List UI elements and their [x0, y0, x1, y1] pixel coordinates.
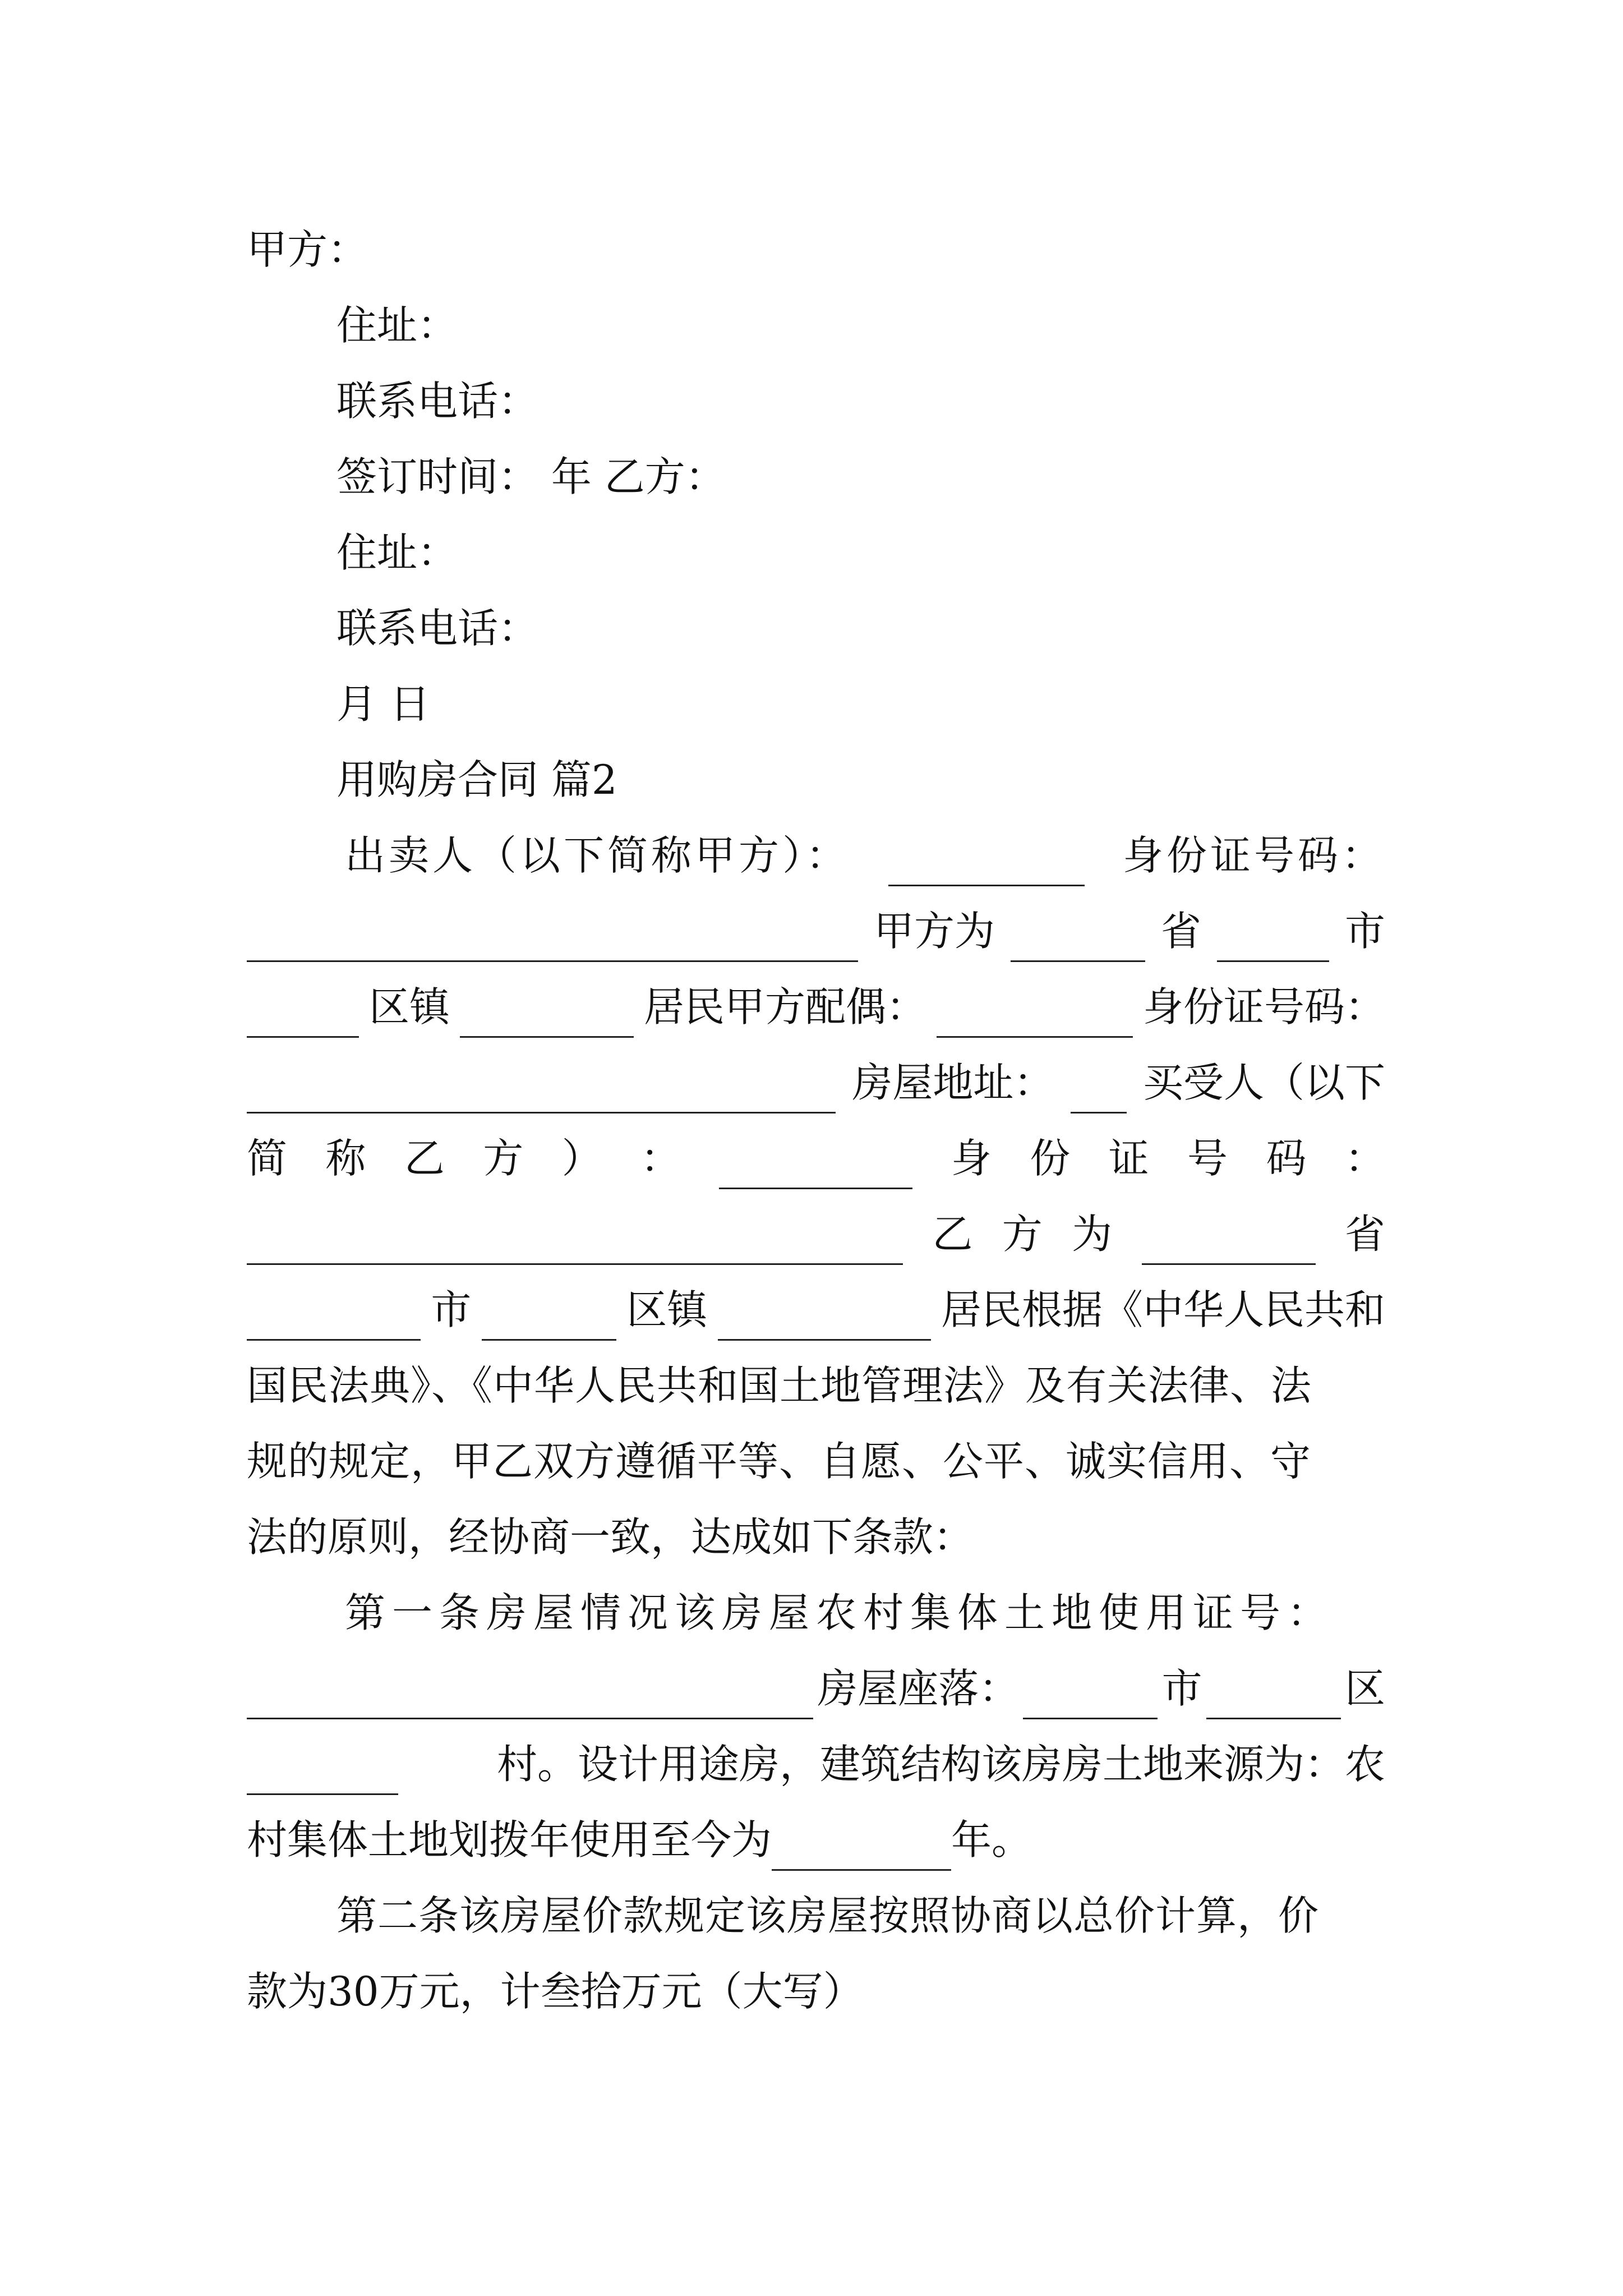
- province-label: 省: [1344, 1211, 1385, 1258]
- char: 乙: [932, 1211, 973, 1258]
- province-label: 省: [1160, 908, 1201, 955]
- district-label: 区镇: [626, 1286, 708, 1333]
- spouse-id-label: 身份证号码：: [1142, 983, 1385, 1030]
- phone-label-2: 联系电话：: [336, 605, 539, 652]
- char: ）: [561, 1135, 602, 1182]
- years-blank: [772, 1825, 951, 1871]
- party-a-label: 甲方：: [247, 226, 368, 273]
- house-address-label: 房屋地址：: [852, 1059, 1054, 1106]
- article-one-heading: 第一条房屋情况该房屋农村集体土地使用证号：: [345, 1589, 1335, 1636]
- village-blank: [247, 1750, 398, 1795]
- char: 为: [1072, 1211, 1113, 1258]
- char: ：: [1344, 1135, 1385, 1182]
- buyer-city-line: [247, 1279, 1385, 1341]
- spouse-line: [247, 976, 1385, 1038]
- buyer-district-blank: [482, 1295, 616, 1341]
- city-label: 市: [431, 1286, 472, 1333]
- seller-line: [345, 825, 1385, 886]
- article-two-heading: 第二条该房屋价款规定该房屋按照协商以总价计算，价: [336, 1892, 1320, 1939]
- body-text-line: 法的原则，经协商一致，达成如下条款：: [247, 1513, 974, 1561]
- buyer-town-blank: [718, 1295, 931, 1341]
- spouse-id-blank: [247, 1068, 836, 1114]
- seller-label: 出卖人（以下简称甲方）：: [345, 832, 850, 879]
- seller-name-blank: [888, 841, 1085, 886]
- char: 方: [483, 1135, 524, 1182]
- city-label: 市: [1344, 908, 1385, 955]
- location-district-blank: [1206, 1674, 1341, 1719]
- month-day-label: 月 日: [336, 680, 430, 728]
- land-cert-blank: [247, 1674, 813, 1719]
- city-blank: [1217, 917, 1329, 962]
- buyer-province-blank: [1142, 1220, 1316, 1265]
- district-blank: [247, 992, 359, 1038]
- body-text-line: 规的规定，甲乙双方遵循平等、自愿、公平、诚实信用、守: [247, 1438, 1312, 1485]
- char: 号: [1187, 1135, 1228, 1182]
- char: 证: [1108, 1135, 1149, 1182]
- town-blank: [460, 992, 634, 1038]
- char: 称: [325, 1135, 366, 1182]
- char: 乙: [404, 1135, 445, 1182]
- seller-residence-line: [247, 900, 1385, 962]
- law-reference-text: 居民根据《中华人民共和: [940, 1286, 1385, 1333]
- buyer-residence-line: [247, 1203, 1385, 1265]
- char: 码: [1266, 1135, 1307, 1182]
- char: 份: [1030, 1135, 1071, 1182]
- section-heading: 用购房合同 篇2: [336, 756, 617, 803]
- price-text-line: 款为30万元，计叁拾万元（大写）: [247, 1968, 864, 2015]
- seller-id-label: 身份证号码：: [1122, 832, 1385, 879]
- province-blank: [1011, 917, 1145, 962]
- body-text: 村集体土地划拨年使用至今为: [247, 1816, 772, 1864]
- spouse-label: 居民甲方配偶：: [643, 983, 926, 1030]
- char: 方: [1002, 1211, 1043, 1258]
- years-of-use-line: [247, 1809, 1385, 1871]
- buyer-id-line: [247, 1128, 1385, 1189]
- house-location-label: 房屋座落：: [817, 1665, 1020, 1712]
- body-text: 村。设计用途房，建筑结构该房房土地来源为：农: [496, 1741, 1385, 1788]
- spouse-name-blank: [937, 992, 1133, 1038]
- phone-label-1: 联系电话：: [336, 378, 539, 425]
- house-location-line: [247, 1658, 1385, 1719]
- buyer-id-blank: [247, 1220, 903, 1265]
- signing-time-label: 签订时间： 年 乙方：: [336, 453, 726, 500]
- buyer-label: 买受人（以下: [1142, 1059, 1385, 1106]
- city-label: 市: [1161, 1665, 1202, 1712]
- body-text-line: 国民法典》、《中华人民共和国土地管理法》及有关法律、法: [247, 1362, 1312, 1409]
- district-label: 区: [1344, 1665, 1385, 1712]
- house-address-blank: [1071, 1068, 1127, 1114]
- char: ：: [640, 1135, 681, 1182]
- char: 简: [247, 1135, 288, 1182]
- seller-id-blank: [247, 917, 858, 962]
- party-a-is-label: 甲方为: [873, 908, 995, 955]
- house-address-line: [247, 1052, 1385, 1114]
- location-city-blank: [1023, 1674, 1158, 1719]
- village-line: [247, 1733, 1385, 1795]
- address-label-1: 住址：: [336, 302, 458, 349]
- buyer-city-blank: [247, 1295, 421, 1341]
- district-label: 区镇: [368, 983, 450, 1030]
- char: 身: [951, 1135, 992, 1182]
- address-label-2: 住址：: [336, 529, 458, 576]
- body-text: 年。: [951, 1816, 1032, 1864]
- buyer-name-blank: [719, 1144, 912, 1189]
